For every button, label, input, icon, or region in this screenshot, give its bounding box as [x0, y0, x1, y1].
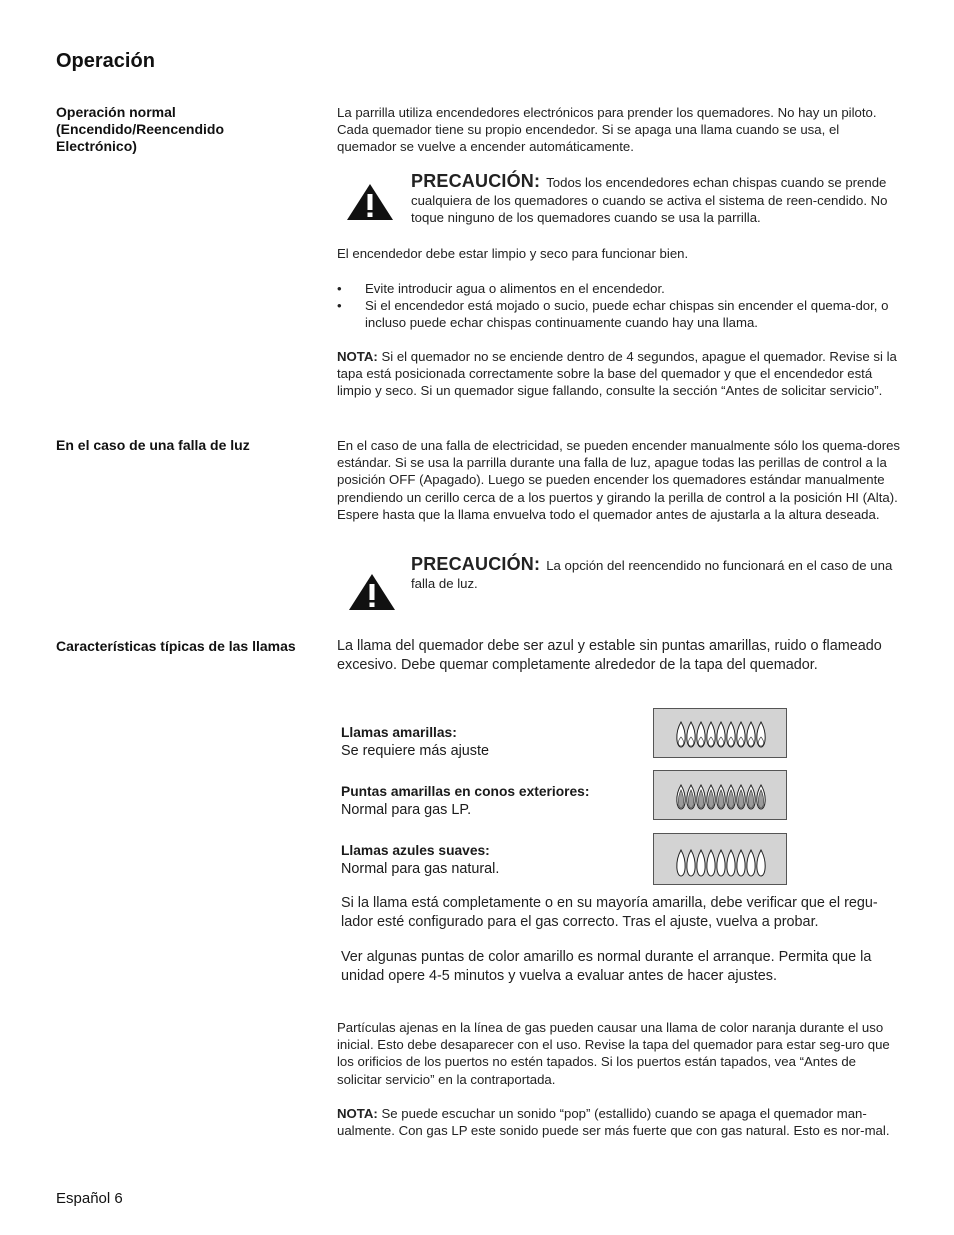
flame-type-desc: Normal para gas natural.	[341, 861, 500, 877]
warning-triangle-icon	[345, 182, 395, 222]
flame-type-yellow-tips	[341, 782, 631, 820]
startup-text: Ver algunas puntas de color amarillo es normal durante el arranque. Permita que la unidad opere 4-5 minutos y vuelva a evaluar antes de hacer ajustes.	[341, 949, 872, 984]
caution-heading: PRECAUCIÓN:	[411, 554, 541, 574]
flame-type-desc: Normal para gas LP.	[341, 802, 472, 818]
flame-shape	[697, 850, 705, 876]
flame-shape	[717, 850, 725, 876]
warning-triangle-icon	[347, 572, 397, 612]
section-heading-normal-operation: Operación normal (Encendido/Reencendido Electrónico)	[56, 104, 225, 154]
bullet-marker: •	[337, 298, 342, 314]
flame-intro: La llama del quemador debe ser azul y estable sin puntas amarillas, ruido o flameado excesivo. Debe quemar completamente alrededor de la tapa del quemador.	[337, 638, 882, 673]
flame-shape	[707, 850, 715, 876]
page-title: Operación	[56, 50, 155, 72]
note-ignition	[337, 348, 902, 400]
normal-operation-intro: La parrilla utiliza encendedores electrónicos para prender los quemadores. No hay un piloto. Cada quemador tiene su propio encendedor. Si se apaga una llama cuando se usa, el quemador se vuelve a encender automáticamente.	[337, 105, 877, 155]
section-heading-power-failure: En el caso de una falla de luz	[56, 437, 250, 453]
power-failure-text: En el caso de una falla de electricidad, se pueden encender manualmente sólo los quema-dores estándar. Si se usa la parrilla durante una falla de luz, apague todas las perillas de control a la posición OFF (Apagado). Luego se pueden encender los quemadores estándar manualmente prendiendo un cerillo cerca de a los puertos y girando la perilla de control a la posición HI (Alta). Espere hasta que la llama envuelva todo el quemador antes de ajustarla a la altura deseada.	[337, 438, 901, 522]
particles-text: Partículas ajenas en la línea de gas pueden causar una llama de color naranja durante el uso inicial. Esto debe desaparecer con el uso. Revise la tapa del quemador para estar seg-uro que los orificios de los puertos no estén tapados. Si los puertos están tapados, vea “Antes de solicitar servicio” en la contraportada.	[337, 1020, 890, 1087]
section-heading-flame-characteristics: Características típicas de las llamas	[56, 638, 296, 654]
caution-igniters	[411, 173, 901, 227]
note-pop-sound	[337, 1105, 902, 1139]
flame-shape	[687, 850, 695, 876]
caution-text: Todos los encendedores echan chispas cuando se prende cualquiera de los quemadores o cuando se activa el sistema de reen-cendido. No toque ninguno de los quemadores cuando se usa la parrilla.	[411, 175, 888, 226]
flame-type-title: Llamas azules suaves:	[341, 843, 490, 858]
yellow-tip-flames-illustration	[653, 770, 787, 820]
flame-shape	[737, 850, 745, 876]
list-item: • Evite introducir agua o alimentos en el encendedor.	[337, 281, 665, 296]
note-label: NOTA:	[337, 349, 378, 364]
note-label: NOTA:	[337, 1106, 378, 1121]
flame-shape	[757, 850, 765, 876]
flame-shape	[727, 850, 735, 876]
igniter-clean-text: El encendedor debe estar limpio y seco para funcionar bien.	[337, 246, 689, 261]
igniter-bullet-list	[337, 280, 897, 332]
caution-text: La opción del reencendido no funcionará en el caso de una falla de luz.	[411, 558, 893, 591]
yellow-flame-adjust-text: Si la llama está completamente o en su mayoría amarilla, debe verificar que el regu-lador esté configurado para el gas correcto. Tras el ajuste, vuelva a probar.	[341, 895, 878, 930]
note-text: Se puede escuchar un sonido “pop” (estallido) cuando se apaga el quemador man-ualmente. Con gas LP este sonido puede ser más fuerte que con gas natural. Esto es nor-mal.	[337, 1106, 890, 1139]
flame-type-title: Llamas amarillas:	[341, 725, 457, 740]
flame-shape	[677, 850, 685, 876]
flame-shape	[747, 850, 755, 876]
yellow-flames-illustration	[653, 708, 787, 758]
flame-type-title: Puntas amarillas en conos exteriores:	[341, 784, 590, 799]
flame-type-desc: Se requiere más ajuste	[341, 743, 489, 759]
bullet-marker: •	[337, 281, 342, 296]
caution-heading: PRECAUCIÓN:	[411, 171, 541, 191]
flame-type-yellow	[341, 723, 631, 761]
soft-blue-flames-illustration	[653, 833, 787, 885]
page-footer: Español 6	[56, 1190, 123, 1207]
list-item: • Si el encendedor está mojado o sucio, puede echar chispas sin encender el quema-dor, o incluso puede echar chispas continuamente cuando hay una llama.	[337, 298, 889, 331]
note-text: Si el quemador no se enciende dentro de 4 segundos, apague el quemador. Revise si la tapa está posicionada correctamente sobre la base del quemador y que el encendedor está limpio y seco. Si un quemador sigue fallando, consulte la sección “Antes de solicitar servicio”.	[337, 349, 897, 399]
caution-power-failure	[411, 556, 901, 592]
flame-type-soft-blue	[341, 841, 631, 879]
